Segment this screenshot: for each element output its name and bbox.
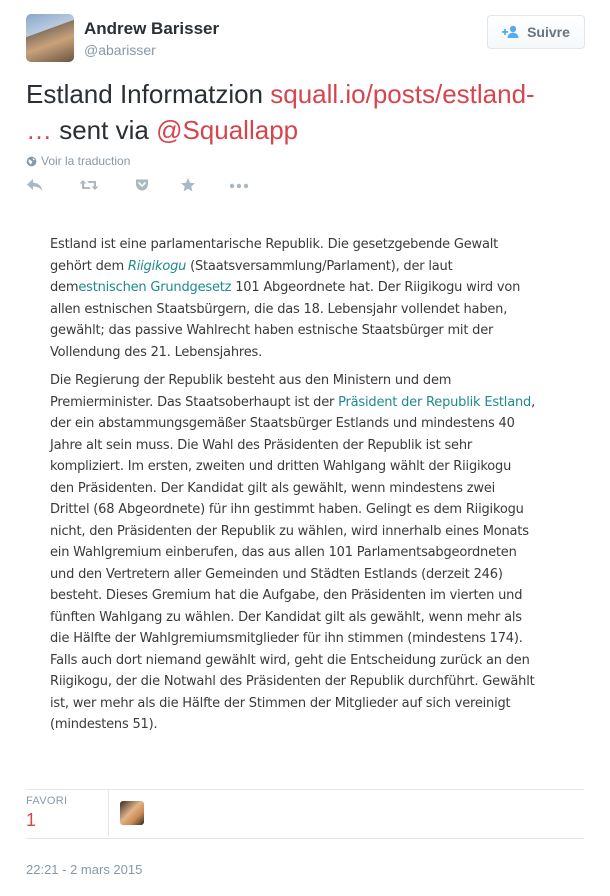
follow-label: Suivre <box>527 24 570 40</box>
tweet-text-middle: sent via <box>52 115 157 145</box>
author-avatar[interactable] <box>26 14 74 62</box>
add-user-icon <box>502 25 520 39</box>
para1-text-3: 101 Abgeordnete hat. Der Riigikogu wird von allen estnischen Staatsbürgern, die das 18. Lebensjahr vollendet haben, gewählt; das passive Wahlrecht haben estnische Staatsbürger mit der Vollendung des 21. Lebensjahres. <box>50 280 521 360</box>
author-handle[interactable]: @abarisser <box>84 42 156 58</box>
translate-link[interactable] <box>26 154 130 168</box>
translate-label: Voir la traduction <box>41 154 131 168</box>
grundgesetz-link: estnischen Grundgesetz <box>78 280 232 295</box>
tweet-text-before: Estland Informatzion <box>26 79 271 109</box>
divider-bottom <box>26 838 584 839</box>
stats-separator <box>108 790 109 836</box>
favorite-icon[interactable] <box>180 177 196 193</box>
favoriter-avatar[interactable] <box>120 801 144 825</box>
para1-text-1: Estland ist eine parlamentarische Republik. Die gesetzgebende Gewalt gehört dem <box>50 237 499 274</box>
tweet-text <box>26 76 596 148</box>
riigikogu-link: Riigikogu <box>127 258 187 274</box>
follow-button[interactable] <box>487 15 585 49</box>
tweet-header <box>26 14 586 64</box>
reply-icon[interactable] <box>26 177 44 193</box>
favorites-label[interactable]: FAVORI <box>26 795 68 807</box>
image-paragraph-1 <box>50 234 536 363</box>
author-name[interactable]: Andrew Barisser <box>84 19 220 38</box>
favorites-count[interactable]: 1 <box>26 810 37 830</box>
para2-text-1: Die Regierung der Republik besteht aus den Ministern und dem Premierminister. Das Staatsoberhaupt ist der <box>50 373 452 410</box>
tweet-stats <box>26 790 584 836</box>
mention-link[interactable]: @Squallapp <box>156 115 299 145</box>
retweet-icon[interactable] <box>79 177 99 193</box>
tweet-image[interactable] <box>26 212 584 762</box>
para2-text-2: , der ein abstammungsgemäßer Staatsbürger Estlands und mindestens 40 Jahre alt sein muss. Die Wahl des Präsidenten der Republik ist sehr kompliziert. Im ersten, zweiten und dritten Wahlgang wählt der Riigikogu den Präsidenten. Der Kandidat gilt als gewählt, wenn mindestens zwei Drittel (68 Abgeordnete) für ihn gestimmt haben. Gelingt es dem Riigikogu nicht, den Präsidenten der Republik zu wählen, wird innerhalb eines Monats ein Wahlgremium einberufen, das aus allen 101 Parlamentsabgeordneten und den Vertretern aller Gemeinden und Städten Estlands (derzeit 246) besteht. Dieses Gremium hat die Aufgabe, den Präsidenten im vierten und fünften Wahlgang zu wählen. Der Kandidat gilt als gewählt, wenn mehr als die Hälfte der Wahlgremiumsmitglieder für ihn stimmen (mindestens 174). Falls auch dort niemand gewählt wird, geht die Entscheidung zurück an den Riigikogu, der die Notwahl des Präsidenten der Republik durchführt. Gewählt ist, wer mehr als die Hälfte der Stimmen der Mitglieder auf sich vereinigt (mindestens 51). <box>50 394 536 732</box>
image-paragraph-2 <box>50 370 536 736</box>
pocket-icon[interactable] <box>134 177 150 193</box>
tweet-timestamp[interactable]: 22:21 - 2 mars 2015 <box>26 862 143 877</box>
globe-icon <box>26 156 37 167</box>
tweet-url-ellipsis[interactable]: … <box>26 115 52 145</box>
tweet-url-link[interactable]: squall.io/posts/estland- <box>270 79 535 109</box>
praesident-link: Präsident der Republik Estland <box>338 394 532 410</box>
para1-text-2: (Staatsversammlung/Parlament), der laut dem <box>50 258 453 295</box>
more-icon[interactable] <box>229 183 249 189</box>
